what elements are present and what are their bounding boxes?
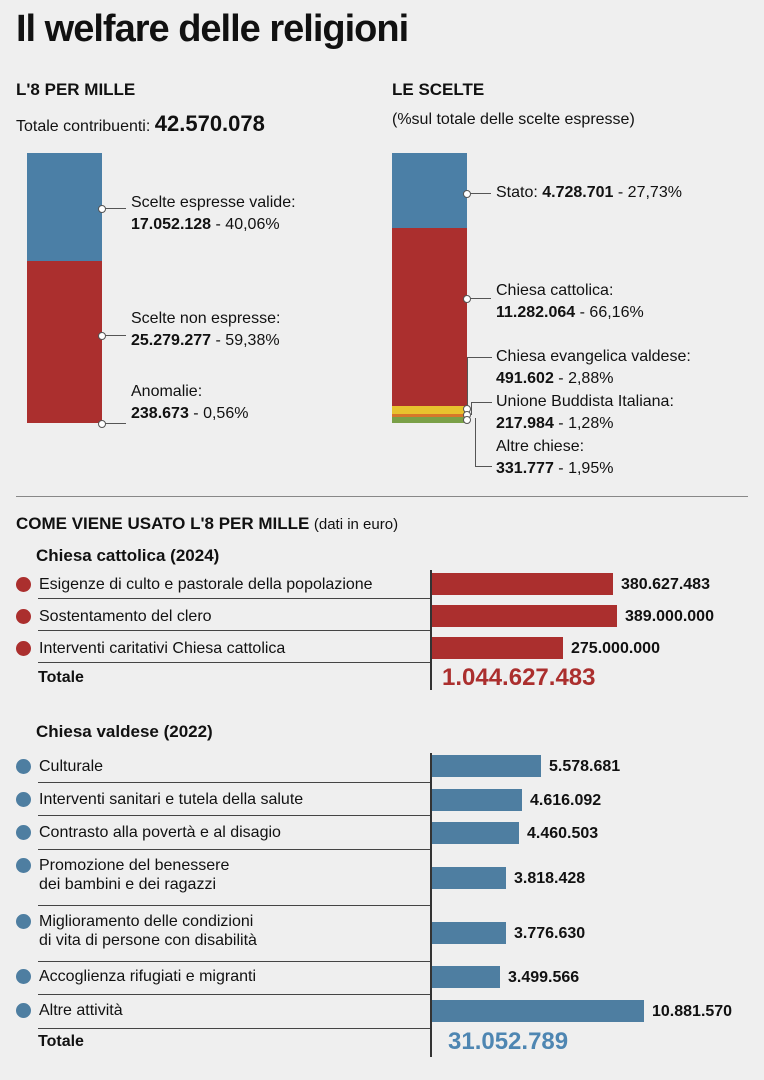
catholic-total-value: 1.044.627.483 (442, 664, 596, 691)
value-label: 389.000.000 (625, 608, 714, 625)
row-divider (38, 1028, 430, 1029)
valdese-section-title: Chiesa valdese (2022) (36, 722, 213, 741)
label-text: Scelte non espresse: (131, 310, 281, 327)
category-label: Esigenze di culto e pastorale della popolazione (39, 576, 373, 593)
left-stacked-bar (27, 153, 102, 423)
label-text: Chiesa evangelica valdese: (496, 348, 691, 365)
label-value: 491.602 (496, 370, 554, 387)
usage-heading-block (16, 514, 398, 534)
bar-segment-not-expressed (27, 261, 102, 421)
label-pct: - 40,06% (215, 216, 280, 233)
data-bar (432, 922, 506, 944)
label-value: 17.052.128 (131, 216, 212, 233)
usage-heading-note: (dati in euro) (313, 516, 399, 533)
category-bullet (16, 609, 31, 624)
row-divider (38, 782, 430, 783)
catholic-section-title: Chiesa cattolica (2024) (36, 546, 220, 565)
value-label: 10.881.570 (652, 1003, 733, 1020)
category-label: Culturale (39, 758, 104, 775)
category-label: Interventi sanitari e tutela della salute (39, 791, 304, 808)
value-label: 3.499.566 (508, 969, 580, 986)
right-label-buddista (496, 391, 674, 435)
row-divider (38, 598, 430, 599)
row-divider (38, 961, 430, 962)
left-heading: L'8 PER MILLE (16, 80, 136, 99)
right-label-cattolica (496, 280, 644, 324)
value-label: 3.818.428 (514, 870, 586, 887)
label-value: 25.279.277 (131, 332, 212, 349)
category-bullet (16, 914, 31, 929)
data-bar (432, 755, 541, 777)
label-pct: - 66,16% (579, 304, 644, 321)
category-label: Accoglienza rifugiati e migranti (39, 968, 256, 985)
label-text: Chiesa cattolica: (496, 282, 614, 299)
category-label: Miglioramento delle condizioni di vita di persone con disabilità (39, 913, 257, 949)
category-label: Contrasto alla povertà e al disagio (39, 824, 281, 841)
category-label: Altre attività (39, 1002, 123, 1019)
label-value: 217.984 (496, 415, 554, 432)
valdese-total-label: Totale (38, 1033, 84, 1050)
left-label-not-expressed (131, 308, 280, 352)
valdese-total-value: 31.052.789 (448, 1028, 569, 1055)
data-bar (432, 637, 563, 659)
label-text: Altre chiese: (496, 438, 585, 455)
category-bullet (16, 858, 31, 873)
label-text: Stato: (496, 184, 538, 201)
page-title: Il welfare delle religioni (16, 8, 409, 50)
right-subheading: (%sul totale delle scelte espresse) (392, 111, 635, 128)
row-divider (38, 662, 430, 663)
label-pct: - 1,95% (558, 460, 614, 477)
connector-dot (463, 416, 471, 424)
value-label: 275.000.000 (571, 640, 660, 657)
connector-dot (98, 420, 106, 428)
data-bar (432, 605, 617, 627)
data-bar (432, 789, 522, 811)
connector (471, 402, 492, 415)
label-pct: - 27,73% (617, 184, 682, 201)
category-bullet (16, 825, 31, 840)
label-pct: - 59,38% (215, 332, 280, 349)
value-label: 3.776.630 (514, 925, 586, 942)
category-bullet (16, 969, 31, 984)
bar-segment-cattolica (392, 228, 467, 406)
label-value: 331.777 (496, 460, 554, 477)
bar-segment-altre (392, 417, 467, 423)
value-label: 4.616.092 (530, 792, 602, 809)
value-label: 380.627.483 (621, 576, 710, 593)
connector-dot (98, 205, 106, 213)
left-label-valid (131, 192, 296, 236)
right-label-valdese (496, 346, 691, 390)
data-bar (432, 966, 500, 988)
right-label-altre (496, 436, 613, 480)
right-heading: LE SCELTE (392, 80, 485, 99)
right-label-stato (496, 182, 682, 204)
category-bullet (16, 641, 31, 656)
bar-segment-stato (392, 153, 467, 228)
value-label: 5.578.681 (549, 758, 621, 775)
label-text: Scelte espresse valide: (131, 194, 296, 211)
category-label: Interventi caritativi Chiesa cattolica (39, 640, 286, 657)
row-divider (38, 905, 430, 906)
category-bullet (16, 1003, 31, 1018)
data-bar (432, 1000, 644, 1022)
bar-segment-anomalies (27, 421, 102, 423)
connector (475, 418, 492, 467)
connector-dot (463, 190, 471, 198)
catholic-total-label: Totale (38, 669, 84, 686)
row-divider (38, 815, 430, 816)
total-contributors (16, 111, 265, 137)
label-text: Anomalie: (131, 383, 203, 400)
label-value: 238.673 (131, 405, 189, 422)
category-bullet (16, 759, 31, 774)
total-contributors-label: Totale contribuenti: (16, 118, 151, 135)
data-bar (432, 822, 519, 844)
label-text: Unione Buddista Italiana: (496, 393, 674, 410)
section-divider (16, 496, 748, 497)
label-value: 11.282.064 (496, 304, 576, 321)
category-bullet (16, 792, 31, 807)
data-bar (432, 573, 613, 595)
connector-dot (98, 332, 106, 340)
category-label: Promozione del benessere dei bambini e dei ragazzi (39, 857, 230, 893)
label-pct: - 2,88% (558, 370, 614, 387)
row-divider (38, 630, 430, 631)
bar-segment-valdese (392, 406, 467, 414)
usage-heading: COME VIENE USATO L'8 PER MILLE (16, 514, 310, 533)
data-bar (432, 867, 506, 889)
label-pct: - 1,28% (558, 415, 614, 432)
bar-segment-valid (27, 153, 102, 261)
connector-dot (463, 295, 471, 303)
label-pct: - 0,56% (193, 405, 249, 422)
row-divider (38, 994, 430, 995)
row-divider (38, 849, 430, 850)
category-label: Sostentamento del clero (39, 608, 212, 625)
category-bullet (16, 577, 31, 592)
value-label: 4.460.503 (527, 825, 599, 842)
right-stacked-bar (392, 153, 467, 423)
label-value: 4.728.701 (542, 184, 614, 201)
total-contributors-value: 42.570.078 (154, 111, 265, 136)
left-label-anomalies (131, 381, 248, 425)
